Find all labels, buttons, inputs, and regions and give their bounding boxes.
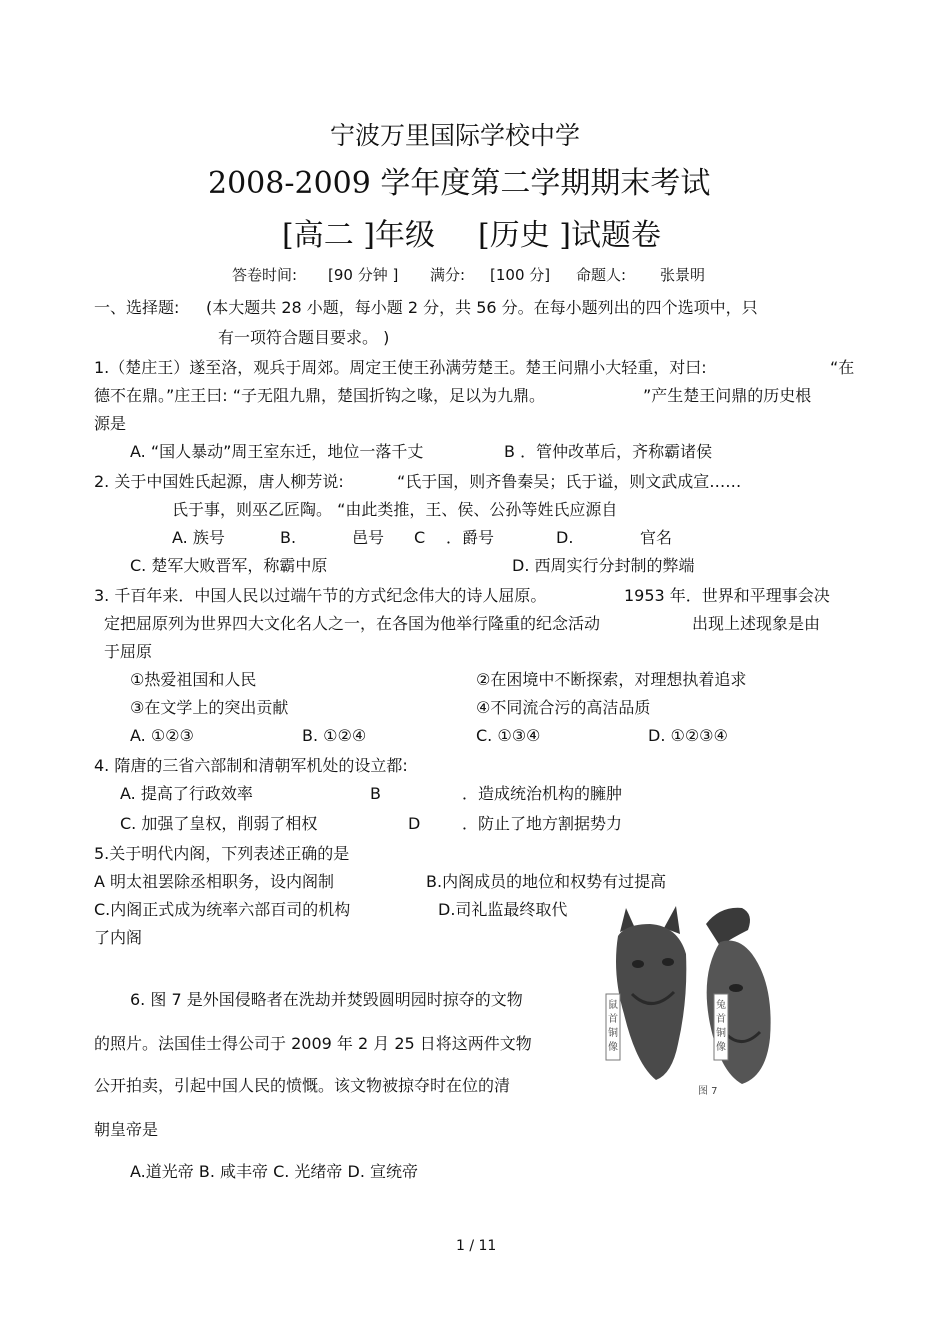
q6-line-3: 公开拍卖，引起中国人民的愤慨。该文物被掠夺时在位的清 xyxy=(94,1076,511,1095)
q3-option-b: B. ①②④ xyxy=(302,726,367,745)
q1-option-b: B ．管仲改革后，齐称霸诸侯 xyxy=(504,442,713,461)
q2-option-d-letter: D. xyxy=(556,528,574,547)
q3-statement-3: ③在文学上的突出贡献 xyxy=(130,698,289,717)
label-right-char-1: 兔 xyxy=(716,1000,726,1011)
label-left-char-4: 像 xyxy=(608,1042,618,1053)
q1-line-2b: ”产生楚王问鼎的历史根 xyxy=(643,386,812,405)
section-desc-1: (本大题共 28 小题，每小题 2 分，共 56 分。在每小题列出的四个选项中，只 xyxy=(206,298,758,317)
time-label: 答卷时间: xyxy=(232,266,298,284)
q3-statement-1: ①热爱祖国和人民 xyxy=(130,670,257,689)
label-right-char-2: 首 xyxy=(716,1014,726,1025)
q5-option-d: D.司礼监最终取代 xyxy=(438,900,568,919)
label-left-char-2: 首 xyxy=(608,1014,618,1025)
q3-line-2a: 定把屈原列为世界四大文化名人之一，在各国为他举行隆重的纪念活动 xyxy=(104,614,601,633)
q3-statement-2: ②在困境中不断探索，对理想执着追求 xyxy=(476,670,747,689)
label-left-char-3: 铜 xyxy=(608,1028,618,1039)
q4-option-d-text: ．防止了地方割据势力 xyxy=(462,814,623,833)
section-title: 一、选择题: xyxy=(94,298,180,317)
q3-option-a: A. ①②③ xyxy=(130,726,194,745)
q1-line-3: 源是 xyxy=(94,414,127,433)
q1-option-a: A. “国人暴动”周王室东迁，地位一落千丈 xyxy=(130,442,424,461)
q3-line-2b: 出现上述现象是由 xyxy=(692,614,821,633)
q4-option-c: C. 加强了皇权，削弱了相权 xyxy=(120,814,318,833)
q4-line-1: 4. 隋唐的三省六部制和清朝军机处的设立都: xyxy=(94,756,408,775)
q3-line-1b: 1953 年．世界和平理事会决 xyxy=(624,586,830,605)
school-name: 宁波万里国际学校中学 xyxy=(330,121,581,150)
author-value: 张景明 xyxy=(660,266,706,284)
q4-option-b-letter: B xyxy=(370,784,381,803)
bronze-heads-photo xyxy=(602,904,782,1100)
exam-title: 2008-2009 学年度第二学期期末考试 xyxy=(208,166,711,201)
q2-option-c2: C. 楚军大败晋军，称霸中原 xyxy=(130,556,328,575)
q2-line-1a: 2. 关于中国姓氏起源，唐人柳芳说: xyxy=(94,472,344,491)
q6-line-1: 6. 图 7 是外国侵略者在洗劫并焚毁圆明园时掠夺的文物 xyxy=(130,990,523,1009)
figure-caption: 图 7 xyxy=(698,1086,718,1097)
q1-line-1b: “在 xyxy=(830,358,855,377)
time-value: [90 分钟 ] xyxy=(328,266,399,284)
score-value: [100 分] xyxy=(490,266,551,284)
q2-option-b-letter: B. xyxy=(280,528,297,547)
label-left-char-1: 鼠 xyxy=(608,1000,618,1011)
q3-line-3: 于屈原 xyxy=(104,642,153,661)
q2-option-a: A. 族号 xyxy=(172,528,225,547)
q1-line-2a: 德不在鼎。”庄王曰: “子无阻九鼎，楚国折钩之喙，足以为九鼎。 xyxy=(94,386,546,405)
score-label: 满分: xyxy=(430,266,466,284)
label-right-char-3: 铜 xyxy=(716,1028,726,1039)
q4-option-d-letter: D xyxy=(408,814,421,833)
q1-line-1a: 1.（楚庄王）遂至洛，观兵于周郊。周定王使王孙满劳楚王。楚王问鼎小大轻重，对曰: xyxy=(94,358,707,377)
q3-line-1a: 3. 千百年来．中国人民以过端午节的方式纪念伟大的诗人屈原。 xyxy=(94,586,547,605)
q3-option-d: D. ①②③④ xyxy=(648,726,728,745)
q2-option-c-letter: C xyxy=(414,528,426,547)
q2-option-d2: D. 西周实行分封制的弊端 xyxy=(512,556,695,575)
q4-option-b-text: ．造成统治机构的臃肿 xyxy=(462,784,623,803)
q2-option-c-text: ．爵号 xyxy=(446,528,495,547)
q3-option-c: C. ①③④ xyxy=(476,726,541,745)
q2-option-d-text: 官名 xyxy=(640,528,673,547)
q4-option-a: A. 提高了行政效率 xyxy=(120,784,253,803)
page-number: 1 / 11 xyxy=(456,1238,497,1254)
q5-line-1: 5.关于明代内阁，下列表述正确的是 xyxy=(94,844,350,863)
q6-options: A.道光帝 B. 咸丰帝 C. 光绪帝 D. 宣统帝 xyxy=(130,1162,418,1181)
q6-line-4: 朝皇帝是 xyxy=(94,1120,159,1139)
label-right-char-4: 像 xyxy=(716,1042,726,1053)
q5-option-c: C.内阁正式成为统率六部百司的机构 xyxy=(94,900,351,919)
section-desc-2: 有一项符合题目要求。 ) xyxy=(218,328,390,347)
q5-option-a: A 明太祖罢除丞相职务，设内阁制 xyxy=(94,872,335,891)
q5-option-b: B.内阁成员的地位和权势有过提高 xyxy=(426,872,667,891)
q2-option-b-text: 邑号 xyxy=(352,528,385,547)
q3-statement-4: ④不同流合污的高洁品质 xyxy=(476,698,651,717)
author-label: 命题人: xyxy=(576,266,627,284)
q2-line-2: 氏于事，则巫乙匠陶。 “由此类推，王、侯、公孙等姓氏应源自 xyxy=(172,500,618,519)
subject-title: [历史 ]试题卷 xyxy=(478,218,661,253)
q2-line-1b: “氏于国，则齐鲁秦吴；氏于谥，则文武成宣…… xyxy=(397,472,742,491)
grade-title: [高二 ]年级 xyxy=(282,218,435,253)
q5-option-d-cont: 了内阁 xyxy=(94,928,143,947)
q6-line-2: 的照片。法国佳士得公司于 2009 年 2 月 25 日将这两件文物 xyxy=(94,1034,532,1053)
